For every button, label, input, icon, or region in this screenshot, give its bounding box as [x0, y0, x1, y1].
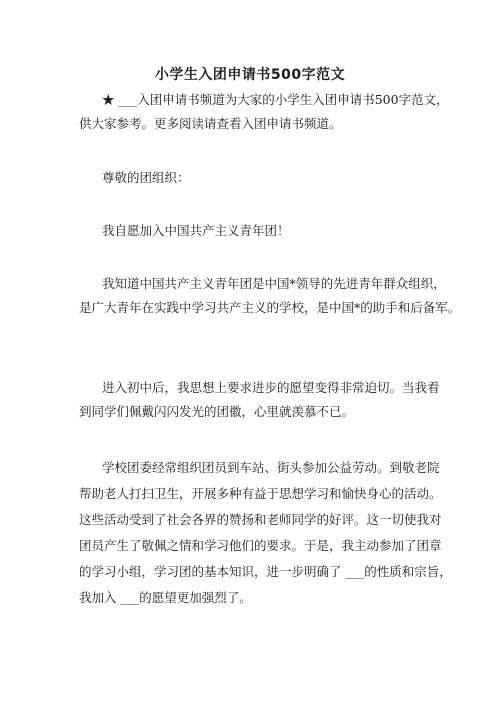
paragraph-4-line-4: 团员产生了敬佩之情和学习他们的要求。于是，我主动参加了团章: [79, 538, 442, 553]
paragraph-4-line-1: 学校团委经常组织团员到车站、街头参加公益劳动。到敬老院: [102, 460, 440, 475]
paragraph-4-line-3: 这些活动受到了社会各界的赞扬和老师同学的好评。这一切使我对: [79, 512, 442, 527]
paragraph-4-line-6: 我加入 ___的愿望更加强烈了。: [79, 590, 252, 605]
paragraph-4-line-5: 的学习小组，学习团的基本知识，进一步明确了 ___的性质和宗旨，: [79, 564, 452, 579]
paragraph-2-line-1: 我知道中国共产主义青年团是中国*领导的先进青年群众组织，: [102, 276, 446, 291]
paragraph-3-line-1: 进入初中后，我思想上要求进步的愿望变得非常迫切。当我看: [102, 380, 440, 395]
intro-line-2: 供大家参考。更多阅读请查看入团申请书频道。: [79, 116, 342, 131]
paragraph-3-line-2: 到同学们佩戴闪闪发光的团徽，心里就羡慕不已。: [79, 404, 355, 419]
paragraph-2-line-2: 是广大青年在实践中学习共产主义的学校，是中国*的助手和后备军。: [79, 300, 461, 315]
paragraph-4-line-2: 帮助老人打扫卫生，开展多种有益于思想学习和愉快身心的活动。: [79, 486, 442, 501]
document-title: 小学生入团申请书500字范文: [154, 67, 346, 83]
salutation: 尊敬的团组织：: [102, 170, 190, 185]
intro-line-1: ★ ___入团申请书频道为大家的小学生入团申请书500字范文，: [102, 92, 449, 107]
paragraph-1-line-1: 我自愿加入中国共产主义青年团！: [102, 223, 290, 238]
